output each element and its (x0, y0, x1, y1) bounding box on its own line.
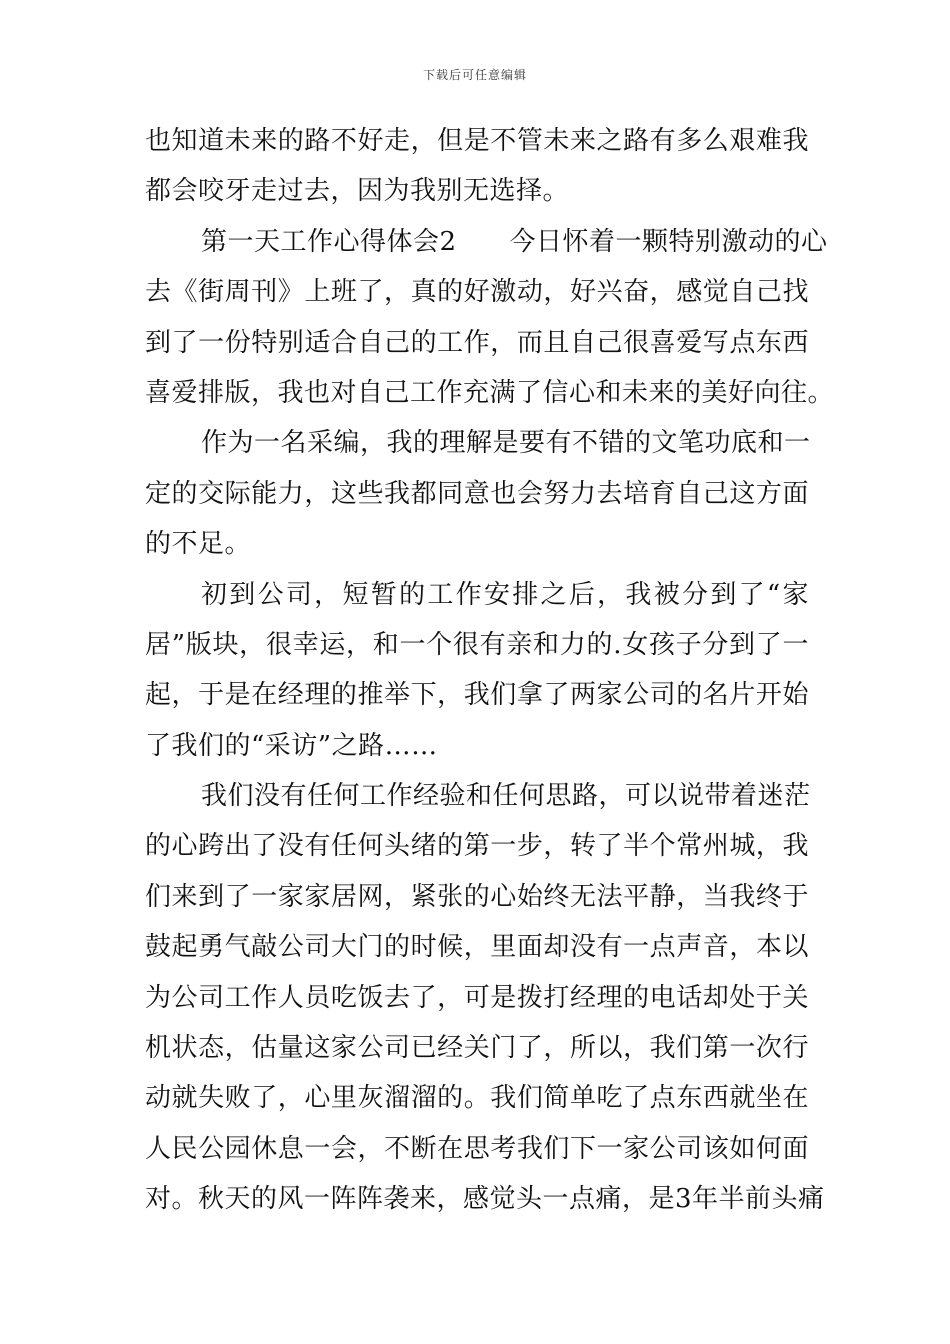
text-line: 动就失败了，心里灰溜溜的。我们简单吃了点东西就坐在 (145, 1083, 809, 1114)
text-line: 人民公园休息一会，不断在思考我们下一家公司该如何面 (145, 1133, 809, 1164)
text-line: 喜爱排版，我也对自己工作充满了信心和未来的美好向往。 (145, 377, 835, 408)
text-line: 鼓起勇气敲公司大门的时候，里面却没有一点声音，本以 (145, 932, 809, 963)
text-line: 居”版块，很幸运，和一个很有亲和力的.女孩子分到了一 (145, 629, 809, 660)
text-line: 去《街周刊》上班了，真的好激动，好兴奋，感觉自己找 (145, 277, 809, 308)
text-line: 定的交际能力，这些我都同意也会努力去培育自己这方面 (145, 478, 809, 509)
text-line: 也知道未来的路不好走，但是不管未来之路有多么艰难我 (145, 126, 809, 156)
text-line: 到了一份特别适合自己的工作，而且自己很喜爱写点东西 (145, 327, 809, 358)
text-line: 都会咬牙走过去，因为我别无选择。 (145, 176, 570, 207)
text-line: 的心跨出了没有任何头绪的第一步，转了半个常州城，我 (145, 831, 809, 862)
text-line: 对。秋天的风一阵阵袭来，感觉头一点痛，是3年半前头痛 (145, 1184, 825, 1215)
text-line: 了我们的“采访”之路…… (145, 730, 438, 761)
document-body (145, 126, 835, 1237)
text-line: 第一天工作心得体会2 今日怀着一颗特别激动的心 (201, 226, 828, 257)
text-line: 们来到了一家家居网，紧张的心始终无法平静，当我终于 (145, 881, 809, 912)
text-line: 我们没有任何工作经验和任何思路，可以说带着迷茫 (201, 781, 811, 812)
text-line: 的不足。 (145, 529, 252, 560)
text-line: 起，于是在经理的推举下，我们拿了两家公司的名片开始 (145, 680, 809, 711)
text-line: 为公司工作人员吃饭去了，可是拨打经理的电话却处于关 (145, 982, 809, 1013)
text-line: 作为一名采编，我的理解是要有不错的文笔功底和一 (201, 428, 811, 459)
text-line: 机状态，估量这家公司已经关门了，所以，我们第一次行 (145, 1033, 809, 1064)
page-header: 下载后可任意编辑 (422, 68, 527, 82)
text-line: 初到公司，短暂的工作安排之后，我被分到了“家 (201, 579, 809, 610)
